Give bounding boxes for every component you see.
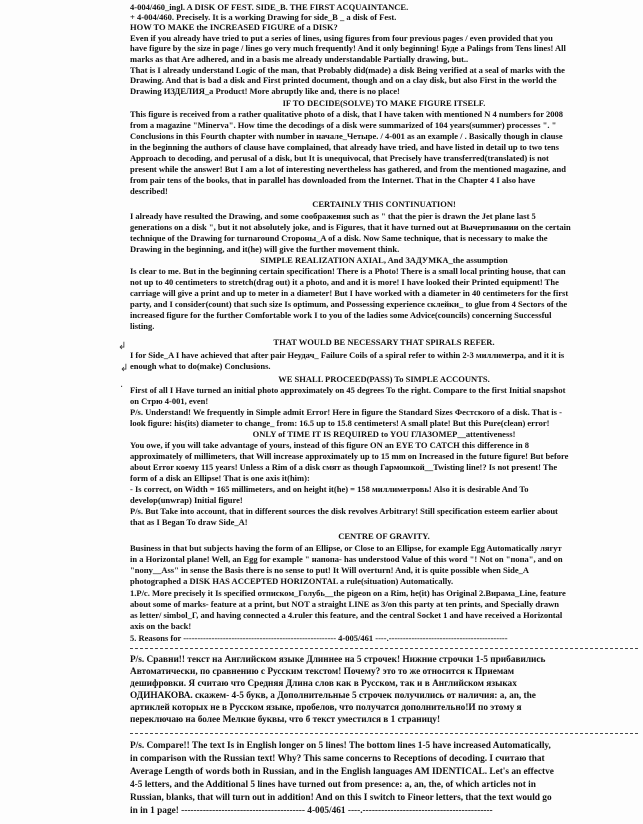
english-line: in comparison with the Russian text! Why? This same concerns to Receptions of decoding. I считаю that xyxy=(130,754,545,764)
doc-line: from pair tens of the books, that in parallel has downloaded from the Internet. That in the Chapter 4 I also have xyxy=(130,175,536,185)
section-heading: CERTAINLY THIS CONTINUATION! xyxy=(312,199,456,209)
russian-line: дешифровки. Я считаю что Средняя Длина слов как в Русском, так и в Английском языках xyxy=(130,679,517,689)
doc-line: not up to 40 centimeters to stretch(drag out) it a photo, and and it is more! I have looked their Printed equipment! The xyxy=(130,277,559,287)
section-heading: WE SHALL PROCEED(PASS) To SIMPLE ACCOUNTS. xyxy=(278,374,490,384)
scan-mark: · xyxy=(120,382,124,393)
doc-line: Drawing. And that is bad a disk and First printed document, though and on a clay disk, but also First in the world the xyxy=(130,75,557,85)
doc-line: described! xyxy=(130,186,168,196)
divider xyxy=(130,733,638,734)
russian-line: ОДИНАКОВА. скажем- 4-5 букв, а Дополнительные 5 строчек получились от наличия: а, an, the xyxy=(130,691,536,701)
section-heading: HOW TO MAKE the INCREASED FIGURE of a DISK? xyxy=(130,22,338,32)
scan-mark: ↲ xyxy=(120,363,129,374)
doc-line: increased figure for the further Comfortable work I to you of the ladies some Advice(councils) concerning Successful xyxy=(130,310,552,320)
doc-line: present while the answer! But I am a lot of interesting nevertheless has gathered, and from the mentioned magazine, and xyxy=(130,164,566,174)
doc-line: in a Horizontal plane! Well, an Egg for example " напопа- has understood Value of this word "! Not on "попа", and on xyxy=(130,554,563,564)
doc-line: Even if you already have tried to put a series of lines, using figures from four previous pages / even provided that you xyxy=(130,33,553,43)
doc-line: have figure by the size in page / lines go very much frequently! And it only beginning! Буде a Palings from Tens lines! All xyxy=(130,43,566,53)
doc-line: P/s. But Take into account, that in different sources the disk revolves Arbitrary! Still specification esteem earlier about xyxy=(130,506,558,516)
russian-line: P/s. Сравни!! текст на Английском языке Длиннее на 5 строчек! Нижние строчки 1-5 прибавились xyxy=(130,655,546,665)
section-heading: THAT WOULD BE NECESSARY THAT SPIRALS REFER. xyxy=(273,337,495,347)
scan-mark: ↲ xyxy=(118,341,127,352)
doc-line: about some of marks- feature at a print, but NOT a straight LINE as 3/on this party at ten prints, and Specially drawn xyxy=(130,599,559,609)
doc-line: about Error коему 115 years! Unless a Rim of a disk смят as though Гармошкой__Twisting line!? Is not present! The xyxy=(130,462,558,472)
doc-line: from a magazine "Minerva". How time the decodings of a disk were summarized of 104 years(summer) processes ". " xyxy=(130,120,557,130)
doc-line: You owe, if you will take advantage of yours, instead of this figure ON an EYE TO CATCH this difference in 8 xyxy=(130,440,529,450)
doc-line: That is I already understand Logic of the man, that Probably did(made) a disk Being verified at a seal of marks with the xyxy=(130,65,565,75)
english-line: Average Length of words both in Russian, and in the English languages AM IDENTICAL. Let's an effectve xyxy=(130,767,554,777)
doc-line: I already have resulted the Drawing, and some соображения such as " that the pier is drawn the Jet plane last 5 xyxy=(130,211,536,221)
section-heading: SIMPLE REALIZATION AXIAL, And ЗАДУМКА_the assumption xyxy=(260,255,508,265)
doc-line: look figure: his(its) diameter to change_ from: 16.5 up to 15.8 centimeters! A small plate! But this Pure(clean) error! xyxy=(130,418,550,428)
doc-line: 1.P/c. More precisely it Is specified отписком_Голубь__the pigeon on a Rim, he(it) has Original 2.Вирама_Line, feature xyxy=(130,588,566,598)
doc-line: approximately of millimeters, that Will increase approximately up to 15 mm on Increased in the future figure! But before xyxy=(130,451,569,461)
doc-line: I for Side_A I have achieved that after pair Неудач_ Failure Coils of a spiral refer to within 2-3 миллиметра, and it it is xyxy=(130,350,565,360)
doc-line: Drawing in the beginning, and it(he) will give the further movement think. xyxy=(130,244,400,254)
doc-line: party, and I consider(count) that such size Is optimum, and Possessing experience склейки_ to glue from 4 Sectors of the xyxy=(130,299,568,309)
doc-line: Business in that but subjects having the form of an Ellipse, or Close to an Ellipse, for example Egg Automatically лягут xyxy=(130,543,562,553)
doc-line: P/s. Understand! We frequently in Simple admit Error! Here in figure the Standard Sizes Фестского of a disk. That is - xyxy=(130,407,562,417)
english-line: in in 1 page! ---------------------------------------- 4-005/461 ----.------------------------------------------ xyxy=(130,806,493,816)
doc-line: form of a disk an Ellipse! That is one axis it(him): xyxy=(130,473,310,483)
english-line: Russian, blanks, that will turn out in addition! And on this I switch to Fineor letters, that the text would go xyxy=(130,793,552,803)
doc-line: Conclusions in this Fourth chapter with number in начале_Четыре. / 4-001 as an example / . Basically though in clause xyxy=(130,131,563,141)
doc-title-line: 4-004/460_ingl. A DISK OF FEST. SIDE_B. THE FIRST ACQUAINTANCE. xyxy=(130,2,409,12)
english-line: 4-5 letters, and the Additional 5 lines have turned out from presence: a, an, the, of which articles not in xyxy=(130,780,536,790)
doc-line: develop(unwrap) Initial figure! xyxy=(130,495,243,505)
doc-line: technique of the Drawing for turnaround Стороны_A of a disk. Now Same technique, that is necessary to make the xyxy=(130,233,548,243)
doc-line: photographed a DISK HAS ACCEPTED HORIZONTAL a rule(situation) Automatically. xyxy=(130,576,454,586)
section-heading: ONLY of TIME IT IS REQUIRED to YOU ГЛАЗОМЕР__attentiveness! xyxy=(252,429,516,439)
doc-line: in the beginning the authors of clause have complained, that already have tried, and have listed in detail up to two tens xyxy=(130,142,559,152)
doc-line: + 4-004/460. Precisely. It is a working Drawing for side_B _ a disk of Fest. xyxy=(130,12,397,22)
doc-line: Is clear to me. But in the beginning certain specification! There is a Photo! There is a small local printing house, that can xyxy=(130,266,566,276)
section-heading: IF TO DECIDE(SOLVE) TO MAKE FIGURE ITSELF. xyxy=(282,98,486,108)
doc-line: listing. xyxy=(130,321,155,331)
doc-line: carriage will give a print and up to meter in a diameter! But I have worked with a diameter in 40 centimeters for the first xyxy=(130,288,569,298)
doc-line: enough what to do(make) Conclusions. xyxy=(130,361,271,371)
russian-line: переключаю на более Мелкие буквы, что б текст уместился в 1 страницу! xyxy=(130,715,441,725)
section-heading: CENTRE OF GRAVITY. xyxy=(338,531,430,541)
page-reference-line: 5. Reasons for ------------------------------------------------------ 4-005/461 ----.------------------------------------------ xyxy=(130,633,508,643)
doc-line: Drawing ИЗДЕЛИЯ_a Product! More abruptly like and, there is no place! xyxy=(130,86,400,96)
doc-line: generations on a disk ", but it not absolutely joke, and is Figures, that it have turned out at Вычертивании on the certain xyxy=(130,222,571,232)
doc-line: on Стрю 4-001, even! xyxy=(130,396,209,406)
doc-line: axis on the back! xyxy=(130,621,192,631)
doc-line: First of all I Have turned an initial photo approximately on 45 degrees To the right. Compare to the first Initial snapshot xyxy=(130,385,566,395)
divider xyxy=(130,648,638,649)
doc-line: as letter/ simbol_Г, and having connected a 4.ruler this feature, and the central Socket 1 and have received a Horizontal xyxy=(130,610,563,620)
english-line: P/s. Compare!! The text Is in English longer on 5 lines! The bottom lines 1-5 have increased Automatically, xyxy=(130,741,551,751)
russian-line: артиклей которых не в Русском языке, пробелов, что получатся дополнительно!И по этому я xyxy=(130,703,522,713)
russian-line: Автоматически, по сравнению с Русским текстом! Почему? это то же относится к Приемам xyxy=(130,667,515,677)
doc-line: "nопу__Ass" in sense the Basis there is no sense to put! It Will overturn! And, it is quite possible when Side_A xyxy=(130,565,530,575)
doc-line: This figure is received from a rather qualitative photo of a disk, that I have taken with mentioned N 4 numbers for 2008 xyxy=(130,109,563,119)
doc-line: Approach to decoding, and perusal of a disk, but It is unequivocal, that Precisely have transferred(translated) is not xyxy=(130,153,549,163)
doc-line: that as I Began To draw Side_A! xyxy=(130,517,248,527)
doc-line: - Is correct, on Width = 165 millimeters, and on height it(he) = 158 миллиметровь! Also it is desirable And To xyxy=(130,484,529,494)
doc-line: marks as that Are adhered, and in a basis me already understandable Partially drawing, but.. xyxy=(130,54,469,64)
